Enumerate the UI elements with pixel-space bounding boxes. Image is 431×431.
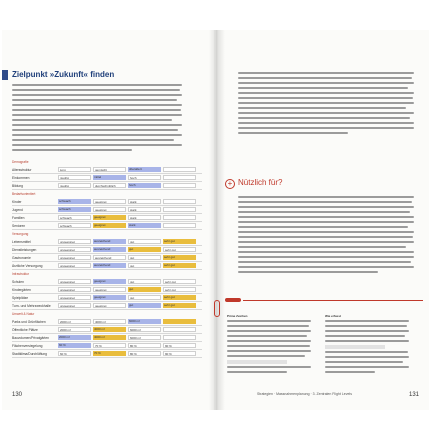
- book-gutter: [209, 30, 225, 410]
- rating-cell: [163, 175, 196, 180]
- rating-cell: schwach: [58, 207, 91, 212]
- table-row: [12, 294, 202, 302]
- rating-cell: sehr gut: [163, 247, 196, 252]
- table-section-label: Infrastruktur: [12, 272, 30, 276]
- row-label: Lebensmittel: [12, 239, 31, 244]
- rating-cell: hoch: [128, 183, 161, 188]
- rating-cell: gut: [128, 279, 161, 284]
- rating-cell: 80 %: [128, 343, 161, 348]
- rating-cell: gut: [128, 287, 161, 292]
- rating-cell: 2000 m²: [58, 335, 91, 340]
- page-number-right: 131: [409, 392, 420, 398]
- row-label: Stadtklima/Durchlüftung: [12, 351, 48, 356]
- rating-cell: geeignet: [93, 295, 126, 300]
- row-label: Dienstleistungen: [12, 247, 37, 252]
- title-marker: [2, 70, 8, 80]
- rating-cell: sehr gut: [163, 255, 196, 260]
- paper-clip-icon: [214, 300, 220, 317]
- row-label: Altersstruktur: [12, 167, 32, 172]
- row-label: Einkommen: [12, 175, 30, 180]
- table-row: [12, 198, 202, 206]
- rating-cell: gemischt: [93, 167, 126, 172]
- running-footer: Strategien · Massnahmenplanung · 3. Zentralen Flight Levels: [257, 392, 352, 396]
- rating-cell: 60 %: [58, 351, 91, 356]
- table-row: [12, 278, 202, 286]
- rating-cell: ungeeignet: [58, 247, 91, 252]
- rating-cell: niedrig: [58, 183, 91, 188]
- row-label: Parks und Grünflächen: [12, 319, 46, 324]
- rating-cell: 70 %: [93, 343, 126, 348]
- rating-cell: ungeeignet: [58, 287, 91, 292]
- right-page: [217, 30, 429, 410]
- rating-cell: 90 %: [163, 343, 196, 348]
- table-section-label: Umwelt & Natur: [12, 312, 35, 316]
- rating-cell: gut: [128, 263, 161, 268]
- rating-cell: [163, 167, 196, 172]
- note-heading-left: Prime Zeichen: [227, 314, 248, 318]
- page-number-left: 130: [12, 392, 23, 398]
- rating-cell: [163, 335, 196, 340]
- section-title: Nützlich für?: [238, 178, 283, 187]
- rating-cell: sehr gut: [163, 295, 196, 300]
- table-row: [12, 238, 202, 246]
- row-label: Kinder: [12, 199, 22, 204]
- rating-cell: [163, 327, 196, 332]
- table-row: [12, 334, 202, 342]
- table-row: [12, 206, 202, 214]
- table-row: [12, 174, 202, 182]
- assessment-table: [12, 158, 202, 358]
- row-label: Spielplätze: [12, 295, 29, 300]
- rating-cell: mittel: [93, 175, 126, 180]
- rating-cell: ausreichend: [93, 263, 126, 268]
- table-row: [12, 262, 202, 270]
- rating-cell: ausreichend: [93, 247, 126, 252]
- rating-cell: 2000 m²: [58, 327, 91, 332]
- note-column-right: [325, 314, 411, 376]
- rating-cell: niedrig: [58, 175, 91, 180]
- note-column-left: [227, 314, 313, 376]
- rating-cell: sehr gut: [163, 263, 196, 268]
- rating-cell: gut: [128, 255, 161, 260]
- note-heading-right: Wie erfasst: [325, 314, 341, 318]
- row-label: Öffentliche Plätze: [12, 327, 38, 332]
- table-row: [12, 342, 202, 350]
- rating-cell: ungeeignet: [58, 303, 91, 308]
- rating-cell: 60 %: [58, 343, 91, 348]
- row-label: Schulen: [12, 279, 24, 284]
- plus-circle-icon: +: [225, 179, 235, 189]
- rating-cell: ungeeignet: [58, 239, 91, 244]
- rating-cell: ausreichend: [93, 239, 126, 244]
- rating-cell: geeignet: [93, 223, 126, 228]
- rating-cell: geeignet: [93, 215, 126, 220]
- row-label: Bildung: [12, 183, 23, 188]
- rating-cell: 4000 m²: [93, 335, 126, 340]
- table-row: [12, 166, 202, 174]
- rating-cell: [163, 215, 196, 220]
- rating-cell: geeignet: [93, 303, 126, 308]
- rating-cell: 6000 m²: [128, 319, 161, 324]
- row-label: Familien: [12, 215, 25, 220]
- open-book: [2, 30, 429, 410]
- table-section-label: Demografie: [12, 160, 29, 164]
- rating-cell: gut: [128, 239, 161, 244]
- row-label: Jugend: [12, 207, 23, 212]
- rating-cell: überaltert: [128, 167, 161, 172]
- rating-cell: ungeeignet: [58, 295, 91, 300]
- rating-cell: geeignet: [93, 199, 126, 204]
- rating-cell: 90 %: [163, 351, 196, 356]
- intro-text-block: [12, 84, 182, 154]
- row-label: Bauvolumen/Privatgärten: [12, 335, 50, 340]
- rating-cell: stark: [128, 215, 161, 220]
- rating-cell: 4000 m²: [93, 327, 126, 332]
- rating-cell: schwach: [58, 199, 91, 204]
- rating-cell: [163, 183, 196, 188]
- row-label: Gastronomie: [12, 255, 31, 260]
- red-divider: [243, 300, 423, 301]
- table-row: [12, 254, 202, 262]
- rating-cell: schwach: [58, 215, 91, 220]
- rating-cell: [163, 223, 196, 228]
- rating-cell: 80 %: [128, 351, 161, 356]
- rating-cell: geeignet: [93, 207, 126, 212]
- table-row: [12, 318, 202, 326]
- row-label: Flächenversiegelung: [12, 343, 43, 348]
- rating-cell: 4000 m²: [93, 319, 126, 324]
- rating-cell: geeignet: [93, 279, 126, 284]
- rating-cell: ungeeignet: [58, 263, 91, 268]
- table-section-label: Versorgung: [12, 232, 29, 236]
- highlight-box: [325, 345, 385, 349]
- table-row: [12, 246, 202, 254]
- rating-cell: sehr gut: [163, 287, 196, 292]
- table-row: [12, 286, 202, 294]
- table-row: [12, 326, 202, 334]
- rating-cell: stark: [128, 207, 161, 212]
- rating-cell: 6000 m²: [128, 327, 161, 332]
- rating-cell: geeignet: [93, 287, 126, 292]
- rating-cell: durchschnittlich: [93, 183, 126, 188]
- table-row: [12, 214, 202, 222]
- rating-cell: sehr gut: [163, 303, 196, 308]
- row-label: Ärztliche Versorgung: [12, 263, 43, 268]
- page-title: Zielpunkt »Zukunft« finden: [12, 70, 115, 79]
- rating-cell: stark: [128, 199, 161, 204]
- right-body-text: [238, 196, 414, 276]
- rating-cell: gut: [128, 247, 161, 252]
- rating-cell: 70 %: [93, 351, 126, 356]
- rating-cell: 6000 m²: [128, 335, 161, 340]
- note-badge: [225, 298, 241, 302]
- table-row: [12, 222, 202, 230]
- left-page: [2, 30, 214, 410]
- table-row: [12, 302, 202, 310]
- rating-cell: gut: [128, 303, 161, 308]
- right-top-text: [238, 72, 414, 137]
- table-row: [12, 182, 202, 190]
- rating-cell: hoch: [128, 175, 161, 180]
- rating-cell: [163, 207, 196, 212]
- highlight-box: [227, 360, 287, 364]
- table-row: [12, 350, 202, 358]
- row-label: Senioren: [12, 223, 26, 228]
- rating-cell: 2000 m²: [58, 319, 91, 324]
- rating-cell: schwach: [58, 223, 91, 228]
- rating-cell: stark: [128, 223, 161, 228]
- row-label: Kindergärten: [12, 287, 31, 292]
- rating-cell: ungeeignet: [58, 255, 91, 260]
- rating-cell: gut: [128, 295, 161, 300]
- rating-cell: ungeeignet: [58, 279, 91, 284]
- rating-cell: [163, 319, 196, 324]
- rating-cell: [163, 199, 196, 204]
- rating-cell: jung: [58, 167, 91, 172]
- table-section-label: Bedarfsorientiert: [12, 192, 36, 196]
- rating-cell: sehr gut: [163, 279, 196, 284]
- row-label: Turn- und Mehrzweckhalle: [12, 303, 51, 308]
- rating-cell: ausreichend: [93, 255, 126, 260]
- rating-cell: sehr gut: [163, 239, 196, 244]
